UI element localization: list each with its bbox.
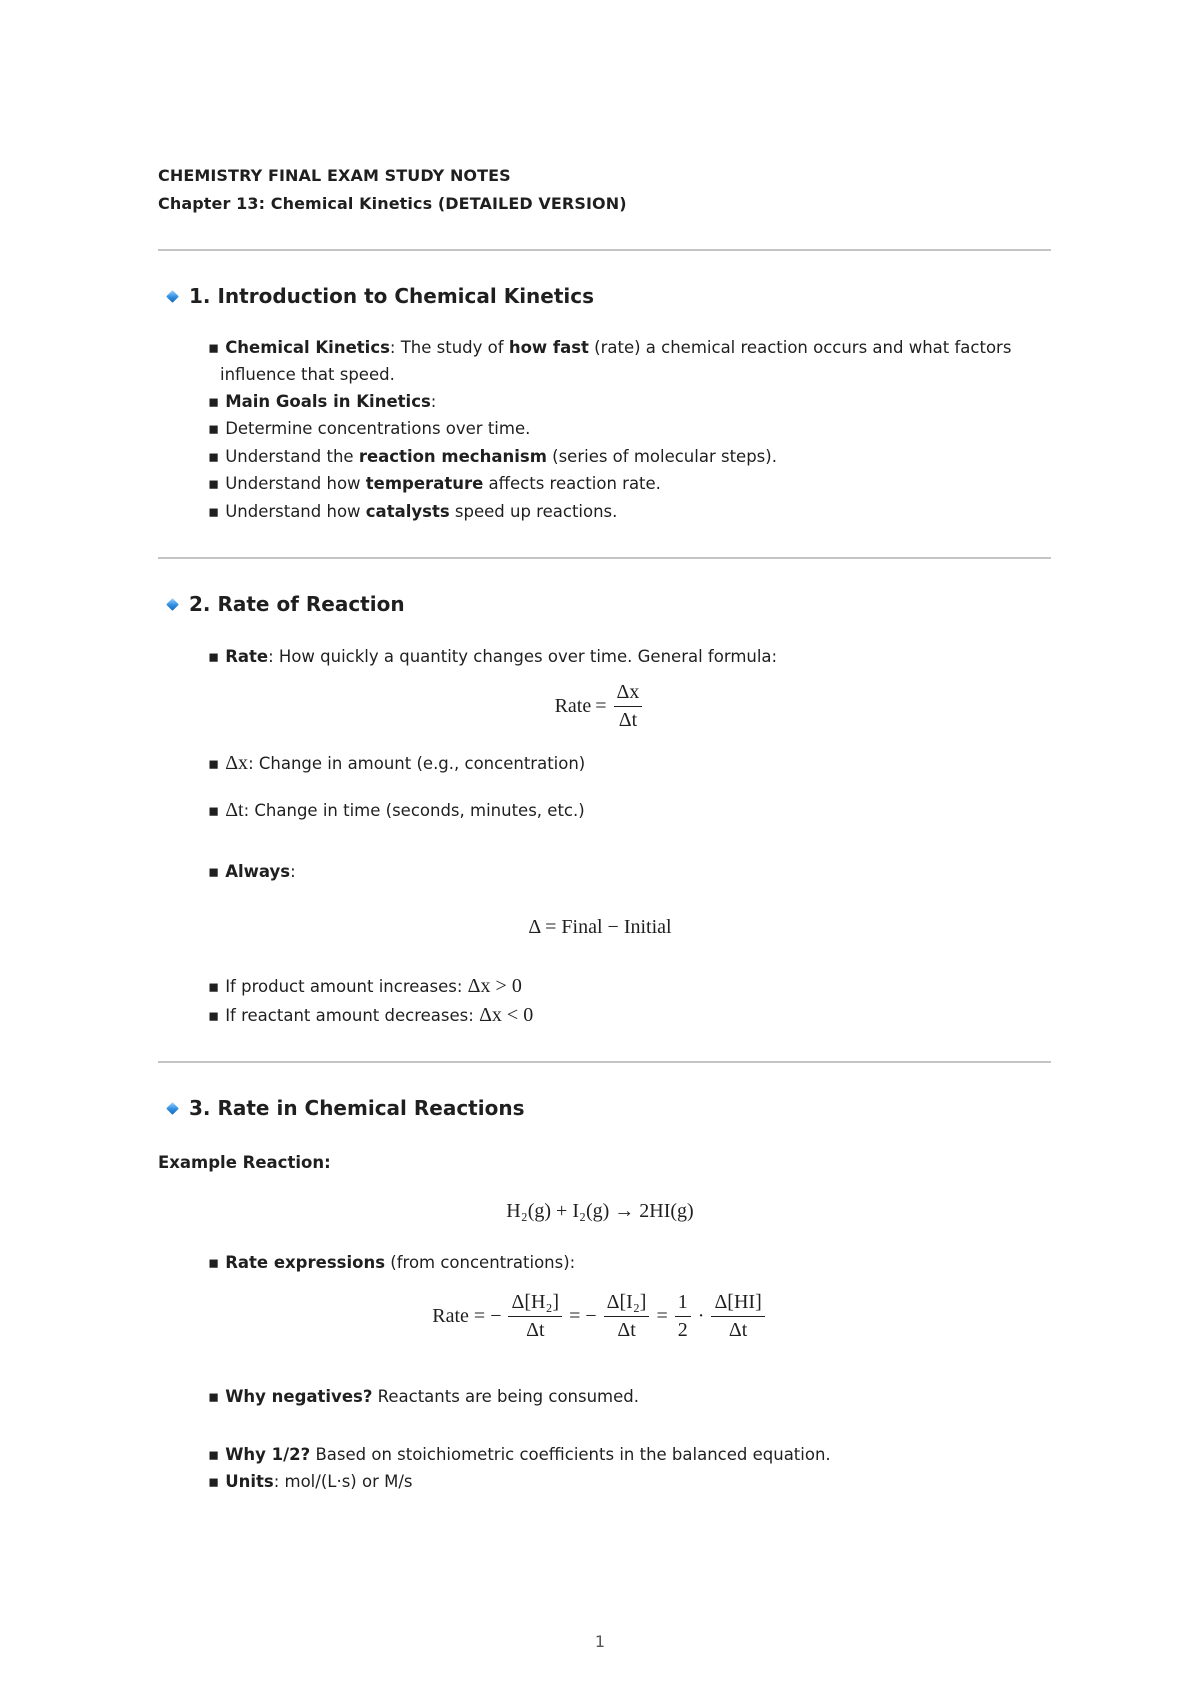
diamond-bullet-icon — [166, 1102, 179, 1115]
term: Why 1/2? — [225, 1445, 311, 1464]
list-item — [208, 1002, 1028, 1029]
term: Rate — [225, 647, 269, 666]
list-item — [208, 973, 1028, 1000]
numerator: Δ[H₂] — [508, 1291, 562, 1317]
fraction — [508, 1291, 562, 1342]
math-text: = — [656, 1305, 668, 1327]
text: : — [290, 862, 296, 881]
text: If reactant amount decreases: — [225, 1006, 480, 1025]
list-item — [208, 858, 1028, 885]
numerator: Δx — [614, 681, 643, 707]
denominator: Δt — [617, 1319, 636, 1341]
list-item — [208, 750, 1028, 777]
text: Understand how — [225, 502, 366, 521]
bullet-icon: ▪ — [208, 1253, 220, 1272]
divider — [158, 249, 1051, 251]
text: Reactants are being consumed. — [372, 1387, 639, 1406]
numerator: Δ[I₂] — [604, 1291, 650, 1317]
term: catalysts — [365, 502, 450, 521]
list-item — [208, 1383, 1028, 1410]
denominator: Δt — [618, 709, 638, 731]
term: Units — [225, 1472, 274, 1491]
divider — [158, 1061, 1051, 1063]
denominator: Δt — [526, 1319, 545, 1341]
bullet-icon: ▪ — [208, 338, 220, 357]
list-item — [208, 1441, 1028, 1468]
numerator: Δ[HI] — [711, 1291, 764, 1317]
list-item — [208, 334, 1028, 388]
math-text: = — [595, 695, 607, 717]
term: Main Goals in Kinetics — [225, 392, 431, 411]
page-number: 1 — [594, 1632, 606, 1651]
list-item — [208, 470, 1028, 497]
delta-formula: Δ = Final − Initial — [528, 916, 672, 938]
bullet-icon: ▪ — [208, 801, 220, 820]
text: affects reaction rate. — [483, 474, 661, 493]
text: : The study of — [389, 338, 509, 357]
denominator: 2 — [677, 1319, 688, 1341]
document-subtitle: Chapter 13: Chemical Kinetics (DETAILED VERSION) — [158, 194, 627, 213]
bullet-icon: ▪ — [208, 1445, 220, 1464]
text: : Change in time (seconds, minutes, etc.) — [243, 801, 585, 820]
bullet-icon: ▪ — [208, 392, 220, 411]
text: : — [430, 392, 437, 411]
section-heading-3 — [168, 1096, 524, 1120]
bullet-icon: ▪ — [208, 862, 220, 881]
term: temperature — [365, 474, 484, 493]
section-heading-text: 3. Rate in Chemical Reactions — [189, 1096, 525, 1120]
list-item — [208, 1468, 1028, 1495]
text: (rate) a chemical reaction occurs and what factors — [588, 338, 1012, 357]
text: (series of molecular steps). — [546, 447, 777, 466]
math-expression: Δx > 0 — [467, 975, 522, 997]
text: (from concentrations): — [385, 1253, 576, 1272]
math-text: Rate = − — [432, 1305, 502, 1327]
list-item — [208, 797, 1028, 824]
math-text: · — [697, 1305, 705, 1327]
text: speed up reactions. — [449, 502, 618, 521]
section-heading-1 — [168, 284, 594, 308]
list-item — [208, 498, 1028, 525]
math-symbol: Δt — [225, 799, 244, 821]
text: If product amount increases: — [225, 977, 468, 996]
fraction — [604, 1291, 650, 1342]
term: how fast — [508, 338, 589, 357]
bullet-icon: ▪ — [208, 1387, 220, 1406]
text: : Change in amount (e.g., concentration) — [248, 754, 586, 773]
text: Understand how — [225, 474, 366, 493]
term: reaction mechanism — [358, 447, 547, 466]
text: : mol/(L·s) or M/s — [273, 1472, 413, 1491]
denominator: Δt — [728, 1319, 748, 1341]
diamond-bullet-icon — [166, 290, 179, 303]
list-item — [208, 443, 1028, 470]
section-heading-text: 2. Rate of Reaction — [189, 592, 405, 616]
bullet-icon: ▪ — [208, 647, 220, 666]
text: : How quickly a quantity changes over time. General formula: — [268, 647, 778, 666]
list-item — [208, 388, 1028, 415]
example-label: Example Reaction: — [158, 1153, 331, 1172]
term: Always — [225, 862, 291, 881]
fraction — [675, 1291, 691, 1342]
fraction — [711, 1291, 764, 1342]
section-heading-text: 1. Introduction to Chemical Kinetics — [189, 284, 595, 308]
bullet-icon: ▪ — [208, 1472, 220, 1491]
reaction-equation: H₂(g) + I₂(g) → 2HI(g) — [506, 1200, 694, 1222]
bullet-icon: ▪ — [208, 419, 220, 438]
math-text: = − — [569, 1305, 597, 1327]
bullet-icon: ▪ — [208, 447, 220, 466]
rate-formula — [0, 681, 1200, 732]
text: Understand the — [225, 447, 359, 466]
bullet-icon: ▪ — [208, 502, 220, 521]
document-title: CHEMISTRY FINAL EXAM STUDY NOTES — [158, 166, 511, 185]
term: Why negatives? — [225, 1387, 373, 1406]
numerator: 1 — [675, 1291, 691, 1317]
bullet-icon: ▪ — [208, 1006, 220, 1025]
math-symbol: Δx — [225, 752, 249, 774]
list-item — [208, 415, 1028, 442]
bullet-icon: ▪ — [208, 754, 220, 773]
text: Determine concentrations over time. — [225, 419, 531, 438]
text: Based on stoichiometric coefficients in the balanced equation. — [310, 1445, 831, 1464]
rate-expression-formula — [0, 1291, 1200, 1342]
term: Rate expressions — [225, 1253, 386, 1272]
math-text: Rate — [554, 695, 592, 717]
term: Chemical Kinetics — [225, 338, 390, 357]
list-item — [208, 643, 1028, 670]
math-expression: Δx < 0 — [479, 1004, 534, 1026]
diamond-bullet-icon — [166, 598, 179, 611]
divider — [158, 557, 1051, 559]
text-continuation: influence that speed. — [220, 365, 395, 384]
bullet-icon: ▪ — [208, 977, 220, 996]
fraction — [614, 681, 643, 732]
section-heading-2 — [168, 592, 405, 616]
list-item — [208, 1249, 1028, 1276]
bullet-icon: ▪ — [208, 474, 220, 493]
